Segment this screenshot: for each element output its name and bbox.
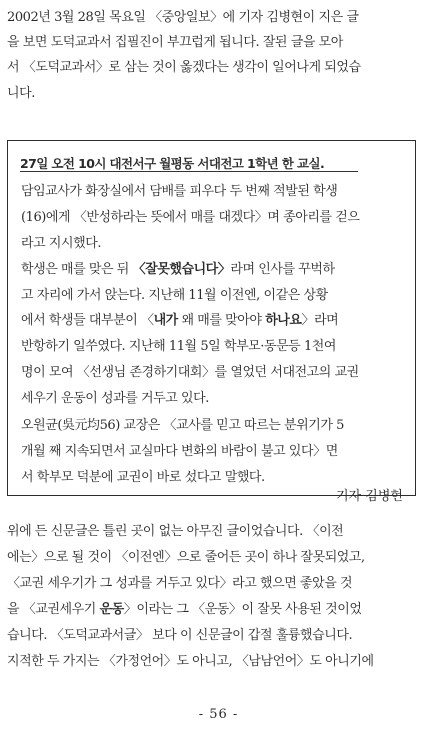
emphasis-word: 하나요 xyxy=(265,313,302,328)
outro-line-5: 습니다. 〈도덕교과서글〉 보다 이 신문글이 갑절 훌륭했습니다. xyxy=(7,628,353,643)
text-span: 〉이라는 그 〈운동〉이 잘못 사용된 것이었 xyxy=(123,602,362,617)
article-p2-line-6: 세우기 운동이 성과를 거두고 있다. xyxy=(21,391,209,406)
article-p2-line-2: 고 자리에 가서 앉는다. 지난해 11월 이전엔, 이같은 상황 xyxy=(21,288,328,303)
intro-line-4: 니다. xyxy=(7,86,35,101)
intro-line-1: 2002년 3월 28일 목요일 〈중앙일보〉에 기자 김병현이 지은 글 xyxy=(7,10,359,25)
outro-line-1: 위에 든 신문글은 틀린 곳이 없는 아무진 글이었습니다. 〈이전 xyxy=(7,524,344,539)
outro-line-3: 〈교권 세우기가 그 성과를 거두고 있다〉라고 했으면 좋았을 것 xyxy=(7,576,353,591)
text-span: 왜 매를 맞아야 xyxy=(177,313,266,328)
article-p2-line-1 xyxy=(21,262,335,277)
article-p2-line-3 xyxy=(21,313,338,328)
text-span: 라며 인사를 꾸벅하 xyxy=(230,262,335,277)
article-p1-line-3: 라고 지시했다. xyxy=(21,236,102,251)
outro-line-6: 지적한 두 가지는 〈가정언어〉도 아니고, 〈남남언어〉도 아니기에 xyxy=(7,654,374,669)
emphasis-quote: 〈잘못했습니다〉 xyxy=(132,262,231,277)
outro-line-4 xyxy=(7,602,361,617)
text-span: 을 〈교권세우기 xyxy=(7,602,100,617)
article-p3-line-1: 오원균(吳元均56) 교장은 〈교사를 믿고 따르는 분위기가 5 xyxy=(21,418,344,433)
emphasis-word: 내가 xyxy=(153,313,178,328)
article-byline: 기자 김병현 xyxy=(336,489,403,504)
emphasis-word: 운동 xyxy=(99,602,124,617)
article-heading: 27일 오전 10시 대전서구 월평동 서대전고 1학년 한 교실. xyxy=(20,156,325,171)
page-number: - 56 - xyxy=(198,707,239,722)
article-p2-line-4: 반항하기 일쑤였다. 지난해 11월 5일 학부모·동문등 1천여 xyxy=(21,339,337,354)
intro-line-3: 서 〈도덕교과서〉로 삼는 것이 옳겠다는 생각이 일어나게 되었습 xyxy=(7,60,361,75)
heading-underline xyxy=(20,171,358,172)
text-span: 〉라며 xyxy=(301,313,339,328)
text-span: 에서 학생들 대부분이 〈 xyxy=(21,313,154,328)
article-p2-line-5: 명이 모여 〈선생님 존경하기대회〉를 열었던 서대전고의 교권 xyxy=(21,365,359,380)
article-p1-line-2: (16)에게 〈반성하라는 뜻에서 매를 대겠다〉며 종아리를 걷으 xyxy=(21,210,360,225)
article-p3-line-3: 서 학부모 덕분에 교권이 바로 섰다고 말했다. xyxy=(21,470,265,485)
text-span: 학생은 매를 맞은 뒤 xyxy=(21,262,133,277)
article-p3-line-2: 개월 째 지속되면서 교실마다 변화의 바람이 불고 있다〉면 xyxy=(21,444,338,459)
article-p1-line-1: 담임교사가 화장실에서 담배를 피우다 두 번째 적발된 학생 xyxy=(21,184,338,199)
outro-line-2: 에는〉으로 될 것이 〈이전엔〉으로 줄어든 곳이 하나 잘못되었고, xyxy=(7,550,365,565)
intro-line-2: 을 보면 도덕교과서 집필진이 부끄럽게 됩니다. 잘된 글을 모아 xyxy=(7,35,343,50)
